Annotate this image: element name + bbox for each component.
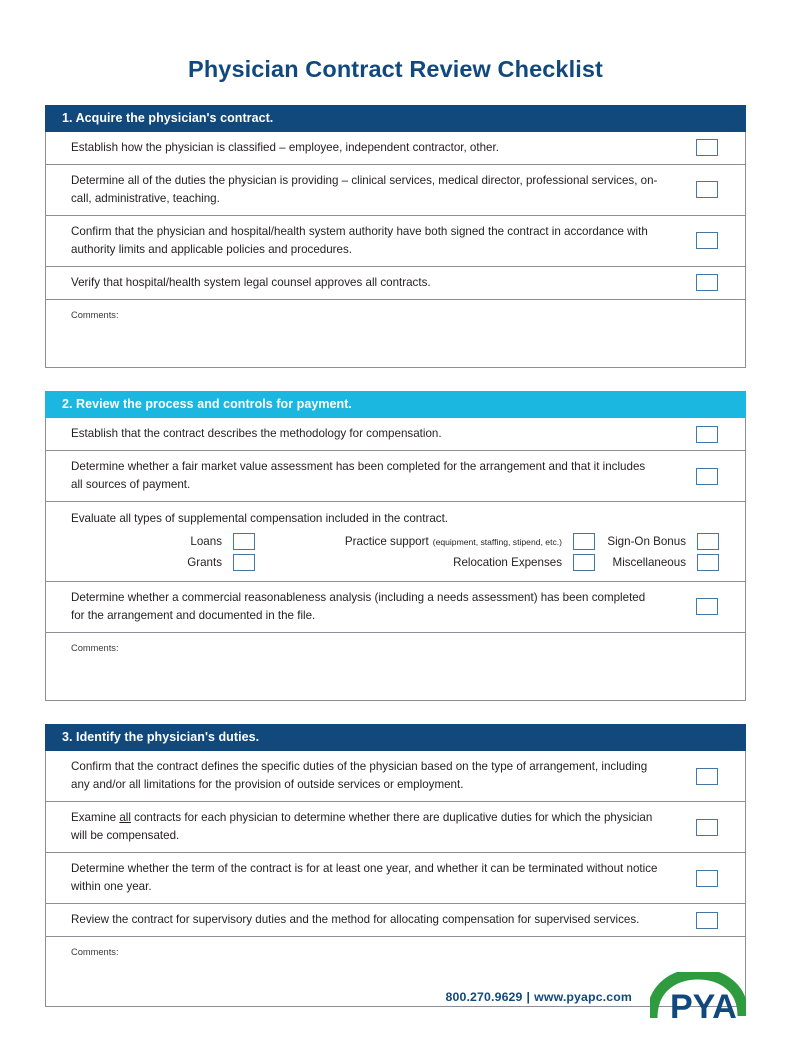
checklist-row[interactable]	[46, 853, 745, 904]
comments-row[interactable]	[46, 300, 745, 367]
page-footer	[0, 968, 791, 1028]
checkbox-cell[interactable]	[673, 802, 745, 852]
comments-area[interactable]	[46, 300, 133, 367]
checkbox[interactable]	[696, 232, 718, 249]
checkbox[interactable]	[233, 554, 255, 571]
checkbox[interactable]	[696, 870, 718, 887]
section-3-header: 3. Identify the physician's duties.	[45, 724, 746, 751]
checkbox[interactable]	[696, 598, 718, 615]
section-2	[45, 391, 746, 701]
text-before: Examine	[71, 811, 120, 825]
checklist-item-text: Confirm that the physician and hospital/health system authority have both signed the contract in accordance with authority limits and applicable policies and procedures.	[71, 224, 648, 256]
section-2-rows	[45, 418, 746, 701]
checklist-row[interactable]	[46, 165, 745, 216]
section-1	[45, 105, 746, 368]
checkbox[interactable]	[696, 274, 718, 291]
section-2-header: 2. Review the process and controls for payment.	[45, 391, 746, 418]
supplemental-compensation-row	[46, 502, 745, 582]
supplemental-option-sign-on-bonus[interactable]	[601, 533, 731, 550]
footer-separator: |	[526, 989, 531, 1004]
option-label: Sign-On Bonus	[607, 535, 686, 549]
checklist-row[interactable]	[46, 216, 745, 267]
supplemental-option-loans[interactable]	[71, 533, 261, 550]
pya-logo	[650, 972, 746, 1024]
option-label: Practice support	[344, 535, 429, 549]
checkbox[interactable]	[696, 181, 718, 198]
checklist-row[interactable]	[46, 904, 745, 937]
comments-label: Comments:	[71, 642, 119, 653]
footer-contact-info	[446, 990, 632, 1004]
comments-label: Comments:	[71, 309, 119, 320]
supplemental-option-grants[interactable]	[71, 554, 261, 571]
checklist-row[interactable]	[46, 582, 745, 633]
checklist-item-text: Confirm that the contract defines the specific duties of the physician based on the type of arrangement, including any and/or all limitations for the provision of outside services or employment.	[71, 760, 648, 792]
checklist-item-text: Establish that the contract describes the methodology for compensation.	[71, 427, 442, 441]
checkbox[interactable]	[696, 468, 718, 485]
comments-row[interactable]	[46, 633, 745, 700]
checkbox-cell[interactable]	[673, 451, 745, 501]
checkbox-cell[interactable]	[673, 582, 745, 632]
document-page	[0, 16, 791, 1040]
supplemental-option-relocation-expenses[interactable]	[261, 554, 601, 571]
text-after: contracts for each physician to determine whether there are duplicative duties for which the physician will be compensated.	[71, 811, 653, 843]
section-1-rows	[45, 132, 746, 368]
text-underline: all	[119, 811, 131, 825]
supplemental-option-miscellaneous[interactable]	[601, 554, 731, 571]
checklist-item-text: Determine all of the duties the physician is providing – clinical services, medical director, professional services, on-call, administrative, teaching.	[71, 173, 658, 205]
checkbox[interactable]	[697, 533, 719, 550]
comments-area[interactable]	[46, 633, 133, 700]
supplemental-option-practice-support[interactable]	[261, 533, 601, 550]
checkbox[interactable]	[696, 426, 718, 443]
section-3	[45, 724, 746, 1007]
checkbox-cell[interactable]	[673, 853, 745, 903]
checkbox[interactable]	[696, 768, 718, 785]
logo-wordmark: PYA	[670, 987, 737, 1024]
checklist-item-text: Determine whether the term of the contract is for at least one year, and whether it can be terminated without notice within one year.	[71, 862, 658, 894]
footer-phone[interactable]: 800.270.9629	[445, 989, 523, 1004]
comments-label: Comments:	[71, 947, 119, 958]
checkbox[interactable]	[696, 819, 718, 836]
section-1-header: 1. Acquire the physician's contract.	[45, 105, 746, 132]
pya-logo-graphic	[650, 972, 746, 1024]
checkbox-cell[interactable]	[673, 216, 745, 266]
checkbox[interactable]	[573, 554, 595, 571]
page-title: Physician Contract Review Checklist	[188, 55, 603, 82]
footer-website-link[interactable]: www.pyapc.com	[534, 989, 632, 1004]
option-label: Relocation Expenses	[453, 556, 562, 570]
checkbox-cell[interactable]	[673, 267, 745, 299]
checklist-item-text: Determine whether a commercial reasonableness analysis (including a needs assessment) has been completed for the arrangement and documented in the file.	[71, 591, 646, 622]
supplemental-options-grid	[71, 533, 731, 571]
option-note: (equipment, staffing, stipend, etc.)	[432, 536, 562, 547]
checklist-row[interactable]	[46, 132, 745, 165]
checkbox[interactable]	[697, 554, 719, 571]
checklist-item-text: Verify that hospital/health system legal counsel approves all contracts.	[71, 275, 431, 289]
checkbox-cell[interactable]	[673, 165, 745, 215]
option-label: Loans	[190, 535, 222, 549]
checkbox-cell[interactable]	[673, 132, 745, 164]
checklist-row[interactable]	[46, 418, 745, 451]
option-label: Grants	[187, 556, 222, 570]
checklist-item-text: Determine whether a fair market value assessment has been completed for the arrangement and that it includes all sources of payment.	[71, 460, 646, 492]
checklist-row[interactable]	[46, 751, 745, 802]
checklist-row[interactable]	[46, 802, 745, 853]
checkbox[interactable]	[696, 139, 718, 156]
checklist-row[interactable]	[46, 267, 745, 300]
checkbox[interactable]	[696, 912, 718, 929]
checkbox[interactable]	[573, 533, 595, 550]
checkbox-cell[interactable]	[673, 904, 745, 936]
checklist-item-text: Establish how the physician is classified – employee, independent contractor, other.	[71, 140, 499, 154]
option-label: Miscellaneous	[612, 556, 686, 570]
supplemental-lead-text: Evaluate all types of supplemental compensation included in the contract.	[71, 512, 449, 526]
checkbox[interactable]	[233, 533, 255, 550]
checkbox-cell[interactable]	[673, 418, 745, 450]
checkbox-cell[interactable]	[673, 751, 745, 801]
checklist-item-text: Review the contract for supervisory duties and the method for allocating compensation for supervised services.	[71, 913, 640, 927]
checklist-row[interactable]	[46, 451, 745, 502]
checklist-item-text-underlined	[46, 802, 673, 852]
